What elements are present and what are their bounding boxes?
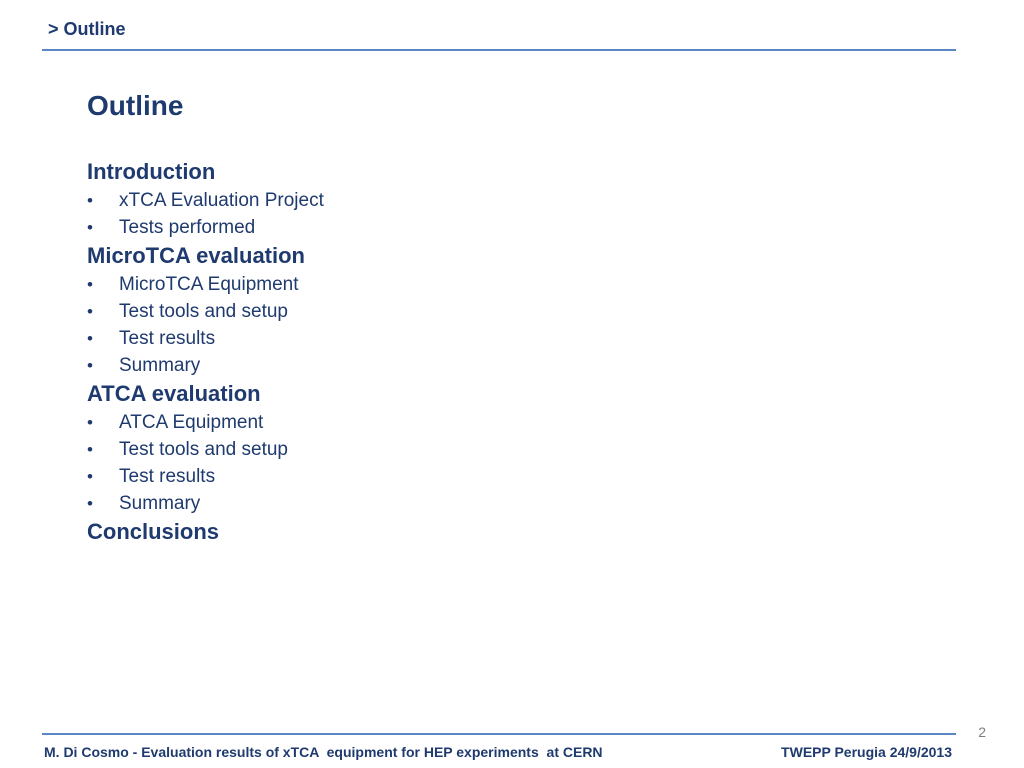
bullet-icon: • — [87, 356, 93, 375]
bullet-icon: • — [87, 302, 93, 321]
list-item — [87, 214, 687, 241]
footer-event-date: TWEPP Perugia 24/9/2013 — [781, 744, 952, 760]
list-item — [87, 436, 687, 463]
list-item-label: ATCA Equipment — [119, 412, 264, 433]
bullet-icon: • — [87, 191, 93, 210]
bullet-icon: • — [87, 467, 93, 486]
list-item-label: Test results — [119, 328, 216, 349]
section-heading: ATCA evaluation — [87, 381, 261, 406]
list-item — [87, 490, 687, 517]
list-item — [87, 352, 687, 379]
list-item-label: Test tools and setup — [119, 301, 288, 322]
page-number: 2 — [978, 724, 986, 740]
footer-divider — [42, 733, 956, 735]
list-item — [87, 325, 687, 352]
bullet-icon: • — [87, 413, 93, 432]
bullet-icon: • — [87, 218, 93, 237]
outline-list — [87, 157, 687, 547]
slide-title: Outline — [87, 90, 184, 121]
list-item-label: Test tools and setup — [119, 439, 288, 460]
list-item-label: Summary — [119, 493, 201, 514]
list-item — [87, 271, 687, 298]
section-heading: Introduction — [87, 159, 216, 184]
header-divider — [42, 49, 956, 51]
list-item-label: Test results — [119, 466, 216, 487]
footer-author-title: M. Di Cosmo - Evaluation results of xTCA equipment for HEP experiments at CERN — [44, 744, 603, 760]
list-item-label: xTCA Evaluation Project — [119, 190, 324, 211]
bullet-icon: • — [87, 329, 93, 348]
section-heading: MicroTCA evaluation — [87, 243, 305, 268]
list-item — [87, 409, 687, 436]
list-item-label: Summary — [119, 355, 201, 376]
list-item-label: MicroTCA Equipment — [119, 274, 299, 295]
list-item-label: Tests performed — [119, 217, 256, 238]
bullet-icon: • — [87, 440, 93, 459]
breadcrumb: > Outline — [48, 19, 126, 39]
list-item — [87, 187, 687, 214]
list-item — [87, 463, 687, 490]
bullet-icon: • — [87, 275, 93, 294]
list-item — [87, 298, 687, 325]
bullet-icon: • — [87, 494, 93, 513]
section-heading: Conclusions — [87, 519, 220, 544]
